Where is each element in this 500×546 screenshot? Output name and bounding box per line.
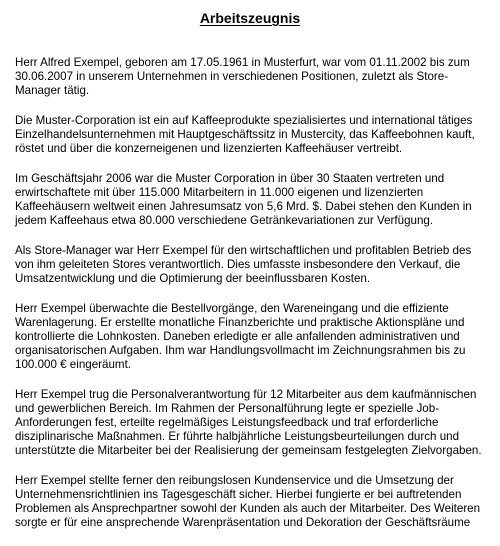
text-line: von ihm geleiteten Stores verantwortlich. Dies umfasste insbesondere den Verkauf, die <box>15 258 461 271</box>
paragraph-company-figures <box>15 172 500 228</box>
text-line: Manager tätig. <box>15 84 90 97</box>
text-line: Unternehmensrichtlinien ins Tagesgeschäft sicher. Hierbei fungierte er bei auftretenden <box>15 488 462 501</box>
text-line: 30.06.2007 in unserem Unternehmen in verschiedenen Positionen, zuletzt als Store- <box>15 70 449 83</box>
text-line: Kaffeehäusern weltweit einen Jahresumsatz von 5,6 Mrd. $. Dabei stehen den Kunden in <box>15 200 472 213</box>
text-line: röstet und über die konzerneigenen und lizenzierten Kaffeehäuser vertreibt. <box>15 142 403 155</box>
text-line: Herr Alfred Exempel, geboren am 17.05.1961 in Musterfurt, war vom 01.11.2002 bis zum <box>15 56 470 69</box>
text-line: organisatorischen Aufgaben. Ihm war Handlungsvollmacht im Zeichnungsrahmen bis zu <box>15 344 466 357</box>
text-line: 100.000 € eingeräumt. <box>15 358 132 371</box>
text-line: Umsatzentwicklung und die Optimierung der beeinflussbaren Kosten. <box>15 272 371 285</box>
text-line: unterstützte die Mitarbeiter bei der Realisierung der gemeinsam festgelegten Zielvorgaben. <box>15 444 482 457</box>
paragraph-operations <box>15 302 500 372</box>
paragraph-role <box>15 244 500 286</box>
text-line: disziplinarische Maßnahmen. Er führte halbjährliche Leistungsbeurteilungen durch und <box>15 430 460 443</box>
text-line: Einzelhandelsunternehmen mit Hauptgeschäftssitz in Mustercity, das Kaffeebohnen kauft, <box>15 128 475 141</box>
text-line: erwirtschaftete mit über 115.000 Mitarbeitern in 11.000 eigenen und lizenzierten <box>15 186 424 199</box>
text-line: Herr Exempel stellte ferner den reibungslosen Kundenservice und die Umsetzung der <box>15 474 454 487</box>
document-title-text: Arbeitszeugnis <box>199 10 301 26</box>
text-line: Anforderungen fest, erteilte regelmäßiges Leistungsfeedback und traf erforderliche <box>15 416 439 429</box>
text-line: Problemen als Ansprechpartner sowohl der Kunden als auch der Mitarbeiter. Des Weiteren <box>15 502 481 515</box>
text-line: Herr Exempel trug die Personalverantwortung für 12 Mitarbeiter aus dem kaufmännischen <box>15 388 477 401</box>
paragraph-personnel <box>15 388 500 458</box>
paragraph-customer-service <box>15 474 500 530</box>
text-line: und gewerblichen Bereich. Im Rahmen der Personalführung legte er spezielle Job- <box>15 402 440 415</box>
document-body <box>15 56 500 546</box>
text-line: Herr Exempel überwachte die Bestellvorgänge, den Wareneingang und die effiziente <box>15 302 449 315</box>
text-line: Im Geschäftsjahr 2006 war die Muster Corporation in über 30 Staaten vertreten und <box>15 172 445 185</box>
text-line: kontrollierte die Lohnkosten. Daneben erledigte er alle anfallenden administrativen und <box>15 330 460 343</box>
paragraph-company-description <box>15 114 500 156</box>
text-line: sorgte er für eine ansprechende Warenpräsentation und Dekoration der Geschäftsräume <box>15 516 471 529</box>
text-line: Warenlagerung. Er erstellte monatliche Finanzberichte und praktische Aktionspläne und <box>15 316 465 329</box>
document-title <box>0 10 500 26</box>
text-line: Als Store-Manager war Herr Exempel für den wirtschaftlichen und profitablen Betrieb des <box>15 244 472 257</box>
paragraph-introduction <box>15 56 500 98</box>
text-line: jedem Kaffeehaus etwa 80.000 verschiedene Getränkevariationen zur Verfügung. <box>15 214 434 227</box>
text-line: Die Muster-Corporation ist ein auf Kaffeeprodukte spezialisiertes und international tätiges <box>15 114 473 127</box>
